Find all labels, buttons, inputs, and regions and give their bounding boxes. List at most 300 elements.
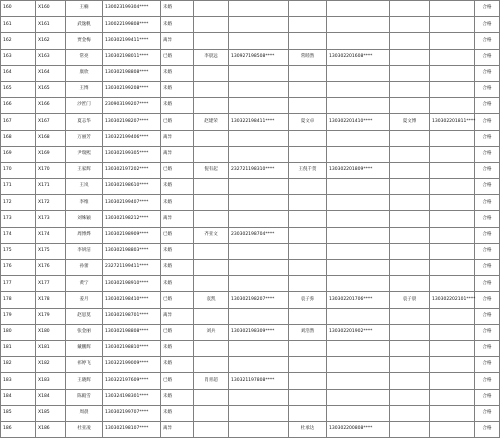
result-cell[interactable]: 合格 bbox=[475, 227, 500, 243]
result-cell[interactable]: 合格 bbox=[475, 243, 500, 259]
name-cell[interactable]: 姜月 bbox=[66, 292, 103, 308]
record-id-cell[interactable]: X175 bbox=[36, 243, 66, 259]
id-number-cell[interactable]: 130302198011**** bbox=[103, 49, 161, 65]
record-id-cell[interactable]: X186 bbox=[36, 421, 66, 437]
record-id-cell[interactable]: X179 bbox=[36, 308, 66, 324]
record-id-cell[interactable]: X180 bbox=[36, 324, 66, 340]
spouse-id-cell[interactable]: 130302198207**** bbox=[229, 292, 289, 308]
child2-name-cell[interactable]: 夏文博 bbox=[390, 114, 430, 130]
result-cell[interactable]: 合格 bbox=[475, 260, 500, 276]
child1-name-cell[interactable] bbox=[289, 389, 327, 405]
name-cell[interactable]: 夏志华 bbox=[66, 114, 103, 130]
child2-id-cell[interactable] bbox=[430, 179, 475, 195]
id-number-cell[interactable]: 130023199304**** bbox=[103, 1, 161, 17]
record-id-cell[interactable]: X161 bbox=[36, 17, 66, 33]
child2-id-cell[interactable] bbox=[430, 227, 475, 243]
id-number-cell[interactable]: 130302198701**** bbox=[103, 308, 161, 324]
record-id-cell[interactable]: X166 bbox=[36, 98, 66, 114]
spouse-id-cell[interactable] bbox=[229, 33, 289, 49]
spouse-name-cell[interactable] bbox=[194, 308, 229, 324]
child2-id-cell[interactable]: 130302201811**** bbox=[430, 114, 475, 130]
record-id-cell[interactable]: X182 bbox=[36, 357, 66, 373]
row-number-cell[interactable]: 163 bbox=[1, 49, 36, 65]
child1-id-cell[interactable] bbox=[327, 276, 390, 292]
spouse-name-cell[interactable]: 倪有起 bbox=[194, 162, 229, 178]
record-id-cell[interactable]: X173 bbox=[36, 211, 66, 227]
marital-status-cell[interactable]: 未婚 bbox=[161, 357, 194, 373]
name-cell[interactable]: 万丽芳 bbox=[66, 130, 103, 146]
spouse-id-cell[interactable] bbox=[229, 146, 289, 162]
row-number-cell[interactable]: 161 bbox=[1, 17, 36, 33]
spouse-id-cell[interactable] bbox=[229, 179, 289, 195]
name-cell[interactable]: 沙匠门 bbox=[66, 98, 103, 114]
name-cell[interactable]: 周博烨 bbox=[66, 227, 103, 243]
child1-id-cell[interactable]: 130302201809**** bbox=[327, 162, 390, 178]
marital-status-cell[interactable]: 离异 bbox=[161, 211, 194, 227]
spouse-name-cell[interactable] bbox=[194, 17, 229, 33]
row-number-cell[interactable]: 173 bbox=[1, 211, 36, 227]
child2-id-cell[interactable] bbox=[430, 162, 475, 178]
result-cell[interactable]: 合格 bbox=[475, 33, 500, 49]
row-number-cell[interactable]: 169 bbox=[1, 146, 36, 162]
id-number-cell[interactable]: 130302199305**** bbox=[103, 146, 161, 162]
child1-id-cell[interactable] bbox=[327, 340, 390, 356]
result-cell[interactable]: 合格 bbox=[475, 114, 500, 130]
id-number-cell[interactable]: 130302198810**** bbox=[103, 340, 161, 356]
child2-id-cell[interactable] bbox=[430, 195, 475, 211]
record-id-cell[interactable]: X184 bbox=[36, 389, 66, 405]
row-number-cell[interactable]: 166 bbox=[1, 98, 36, 114]
name-cell[interactable]: 王家辉 bbox=[66, 162, 103, 178]
child1-id-cell[interactable] bbox=[327, 17, 390, 33]
id-number-cell[interactable]: 130302198610**** bbox=[103, 179, 161, 195]
name-cell[interactable]: 陈殿雪 bbox=[66, 389, 103, 405]
child2-name-cell[interactable] bbox=[390, 49, 430, 65]
child2-name-cell[interactable] bbox=[390, 33, 430, 49]
child2-name-cell[interactable] bbox=[390, 243, 430, 259]
result-cell[interactable]: 合格 bbox=[475, 130, 500, 146]
child1-id-cell[interactable] bbox=[327, 389, 390, 405]
id-number-cell[interactable]: 130302199707**** bbox=[103, 405, 161, 421]
child2-id-cell[interactable] bbox=[430, 357, 475, 373]
spouse-id-cell[interactable]: 130322198411**** bbox=[229, 114, 289, 130]
child2-name-cell[interactable] bbox=[390, 81, 430, 97]
id-number-cell[interactable]: 230903199207**** bbox=[103, 98, 161, 114]
child1-name-cell[interactable] bbox=[289, 1, 327, 17]
result-cell[interactable]: 合格 bbox=[475, 340, 500, 356]
record-id-cell[interactable]: X174 bbox=[36, 227, 66, 243]
child1-name-cell[interactable] bbox=[289, 260, 327, 276]
marital-status-cell[interactable]: 已婚 bbox=[161, 114, 194, 130]
record-id-cell[interactable]: X160 bbox=[36, 1, 66, 17]
child1-name-cell[interactable] bbox=[289, 81, 327, 97]
child1-id-cell[interactable] bbox=[327, 130, 390, 146]
id-number-cell[interactable]: 130302199411**** bbox=[103, 33, 161, 49]
spouse-name-cell[interactable]: 赵建荣 bbox=[194, 114, 229, 130]
id-number-cell[interactable]: 130302198808**** bbox=[103, 324, 161, 340]
spouse-name-cell[interactable] bbox=[194, 421, 229, 437]
marital-status-cell[interactable]: 离异 bbox=[161, 146, 194, 162]
record-id-cell[interactable]: X172 bbox=[36, 195, 66, 211]
spouse-name-cell[interactable] bbox=[194, 389, 229, 405]
child1-id-cell[interactable] bbox=[327, 179, 390, 195]
spouse-id-cell[interactable] bbox=[229, 340, 289, 356]
record-id-cell[interactable]: X167 bbox=[36, 114, 66, 130]
id-number-cell[interactable]: 130302198808**** bbox=[103, 65, 161, 81]
id-number-cell[interactable]: 130022199808**** bbox=[103, 17, 161, 33]
row-number-cell[interactable]: 182 bbox=[1, 357, 36, 373]
child2-name-cell[interactable] bbox=[390, 357, 430, 373]
child2-name-cell[interactable] bbox=[390, 260, 430, 276]
row-number-cell[interactable]: 172 bbox=[1, 195, 36, 211]
child1-name-cell[interactable] bbox=[289, 211, 327, 227]
marital-status-cell[interactable]: 已婚 bbox=[161, 292, 194, 308]
spouse-id-cell[interactable]: 232721198310**** bbox=[229, 162, 289, 178]
record-id-cell[interactable]: X164 bbox=[36, 65, 66, 81]
child1-name-cell[interactable]: 刘浩然 bbox=[289, 324, 327, 340]
marital-status-cell[interactable]: 未婚 bbox=[161, 195, 194, 211]
id-number-cell[interactable]: 232721199411**** bbox=[103, 260, 161, 276]
name-cell[interactable]: 王博 bbox=[66, 81, 103, 97]
marital-status-cell[interactable]: 未婚 bbox=[161, 179, 194, 195]
row-number-cell[interactable]: 167 bbox=[1, 114, 36, 130]
child1-id-cell[interactable]: 130302201608**** bbox=[327, 49, 390, 65]
child1-name-cell[interactable] bbox=[289, 179, 327, 195]
spouse-id-cell[interactable] bbox=[229, 65, 289, 81]
name-cell[interactable]: 王楠 bbox=[66, 1, 103, 17]
child1-id-cell[interactable] bbox=[327, 146, 390, 162]
result-cell[interactable]: 合格 bbox=[475, 211, 500, 227]
row-number-cell[interactable]: 174 bbox=[1, 227, 36, 243]
marital-status-cell[interactable]: 未婚 bbox=[161, 389, 194, 405]
child2-id-cell[interactable] bbox=[430, 389, 475, 405]
result-cell[interactable]: 合格 bbox=[475, 405, 500, 421]
child1-name-cell[interactable] bbox=[289, 195, 327, 211]
child1-name-cell[interactable]: 杜承达 bbox=[289, 421, 327, 437]
name-cell[interactable]: 张金丽 bbox=[66, 324, 103, 340]
name-cell[interactable]: 刘姝颖 bbox=[66, 211, 103, 227]
spouse-name-cell[interactable] bbox=[194, 195, 229, 211]
spouse-id-cell[interactable]: 130302198309**** bbox=[229, 324, 289, 340]
row-number-cell[interactable]: 160 bbox=[1, 1, 36, 17]
row-number-cell[interactable]: 177 bbox=[1, 276, 36, 292]
name-cell[interactable]: 戴鹏辉 bbox=[66, 340, 103, 356]
record-id-cell[interactable]: X171 bbox=[36, 179, 66, 195]
spouse-id-cell[interactable] bbox=[229, 389, 289, 405]
spouse-id-cell[interactable] bbox=[229, 98, 289, 114]
spouse-name-cell[interactable]: 齐亚文 bbox=[194, 227, 229, 243]
row-number-cell[interactable]: 164 bbox=[1, 65, 36, 81]
id-number-cell[interactable]: 130302198909**** bbox=[103, 227, 161, 243]
child1-name-cell[interactable] bbox=[289, 98, 327, 114]
row-number-cell[interactable]: 178 bbox=[1, 292, 36, 308]
marital-status-cell[interactable]: 未婚 bbox=[161, 81, 194, 97]
child1-id-cell[interactable] bbox=[327, 243, 390, 259]
spouse-id-cell[interactable] bbox=[229, 243, 289, 259]
record-id-cell[interactable]: X178 bbox=[36, 292, 66, 308]
name-cell[interactable]: 杜亚凌 bbox=[66, 421, 103, 437]
spouse-name-cell[interactable] bbox=[194, 405, 229, 421]
child2-name-cell[interactable] bbox=[390, 146, 430, 162]
child1-name-cell[interactable] bbox=[289, 227, 327, 243]
child1-id-cell[interactable]: 130302201706**** bbox=[327, 292, 390, 308]
marital-status-cell[interactable]: 未婚 bbox=[161, 276, 194, 292]
spouse-id-cell[interactable] bbox=[229, 421, 289, 437]
child1-name-cell[interactable] bbox=[289, 340, 327, 356]
row-number-cell[interactable]: 170 bbox=[1, 162, 36, 178]
spouse-name-cell[interactable] bbox=[194, 98, 229, 114]
spouse-name-cell[interactable]: 李晨远 bbox=[194, 49, 229, 65]
spouse-name-cell[interactable] bbox=[194, 357, 229, 373]
spouse-name-cell[interactable] bbox=[194, 81, 229, 97]
child2-name-cell[interactable] bbox=[390, 162, 430, 178]
marital-status-cell[interactable]: 未婚 bbox=[161, 98, 194, 114]
row-number-cell[interactable]: 162 bbox=[1, 33, 36, 49]
child1-name-cell[interactable] bbox=[289, 130, 327, 146]
child2-id-cell[interactable] bbox=[430, 340, 475, 356]
child2-id-cell[interactable] bbox=[430, 243, 475, 259]
child2-id-cell[interactable] bbox=[430, 146, 475, 162]
child1-id-cell[interactable]: 130302201410**** bbox=[327, 114, 390, 130]
child1-name-cell[interactable] bbox=[289, 33, 327, 49]
child2-name-cell[interactable] bbox=[390, 65, 430, 81]
child1-id-cell[interactable] bbox=[327, 65, 390, 81]
result-cell[interactable]: 合格 bbox=[475, 162, 500, 178]
child1-name-cell[interactable] bbox=[289, 373, 327, 389]
spouse-name-cell[interactable] bbox=[194, 65, 229, 81]
child2-id-cell[interactable] bbox=[430, 324, 475, 340]
row-number-cell[interactable]: 181 bbox=[1, 340, 36, 356]
child2-name-cell[interactable]: 袁子晨 bbox=[390, 292, 430, 308]
spouse-id-cell[interactable] bbox=[229, 211, 289, 227]
child1-name-cell[interactable]: 夏文卓 bbox=[289, 114, 327, 130]
spouse-name-cell[interactable]: 肖青超 bbox=[194, 373, 229, 389]
spouse-name-cell[interactable] bbox=[194, 243, 229, 259]
name-cell[interactable]: 周晨 bbox=[66, 405, 103, 421]
id-number-cell[interactable]: 130302198107**** bbox=[103, 421, 161, 437]
child1-id-cell[interactable] bbox=[327, 357, 390, 373]
row-number-cell[interactable]: 183 bbox=[1, 373, 36, 389]
record-id-cell[interactable]: X170 bbox=[36, 162, 66, 178]
child1-id-cell[interactable]: 130302200808**** bbox=[327, 421, 390, 437]
result-cell[interactable]: 合格 bbox=[475, 98, 500, 114]
spouse-id-cell[interactable] bbox=[229, 1, 289, 17]
child1-id-cell[interactable] bbox=[327, 81, 390, 97]
result-cell[interactable]: 合格 bbox=[475, 292, 500, 308]
id-number-cell[interactable]: 130322197609**** bbox=[103, 373, 161, 389]
child2-name-cell[interactable] bbox=[390, 227, 430, 243]
spouse-name-cell[interactable] bbox=[194, 179, 229, 195]
marital-status-cell[interactable]: 离异 bbox=[161, 421, 194, 437]
child2-id-cell[interactable] bbox=[430, 49, 475, 65]
marital-status-cell[interactable]: 离异 bbox=[161, 308, 194, 324]
name-cell[interactable]: 祁婷飞 bbox=[66, 357, 103, 373]
spouse-name-cell[interactable] bbox=[194, 130, 229, 146]
spouse-name-cell[interactable] bbox=[194, 146, 229, 162]
child2-id-cell[interactable] bbox=[430, 260, 475, 276]
spouse-id-cell[interactable] bbox=[229, 195, 289, 211]
child1-id-cell[interactable] bbox=[327, 373, 390, 389]
result-cell[interactable]: 合格 bbox=[475, 1, 500, 17]
name-cell[interactable]: 赵思莫 bbox=[66, 308, 103, 324]
child1-name-cell[interactable] bbox=[289, 17, 327, 33]
spouse-name-cell[interactable] bbox=[194, 211, 229, 227]
id-number-cell[interactable]: 130302197202**** bbox=[103, 162, 161, 178]
name-cell[interactable]: 王晓辉 bbox=[66, 373, 103, 389]
row-number-cell[interactable]: 185 bbox=[1, 405, 36, 421]
name-cell[interactable]: 黄宁 bbox=[66, 276, 103, 292]
spouse-id-cell[interactable] bbox=[229, 276, 289, 292]
child2-name-cell[interactable] bbox=[390, 389, 430, 405]
child1-name-cell[interactable]: 常睦然 bbox=[289, 49, 327, 65]
record-id-cell[interactable]: X165 bbox=[36, 81, 66, 97]
name-cell[interactable]: 尹瑞熙 bbox=[66, 146, 103, 162]
marital-status-cell[interactable]: 未婚 bbox=[161, 405, 194, 421]
name-cell[interactable]: 王岚 bbox=[66, 179, 103, 195]
row-number-cell[interactable]: 179 bbox=[1, 308, 36, 324]
row-number-cell[interactable]: 180 bbox=[1, 324, 36, 340]
record-id-cell[interactable]: X181 bbox=[36, 340, 66, 356]
marital-status-cell[interactable]: 离异 bbox=[161, 33, 194, 49]
result-cell[interactable]: 合格 bbox=[475, 389, 500, 405]
child2-id-cell[interactable] bbox=[430, 373, 475, 389]
record-id-cell[interactable]: X177 bbox=[36, 276, 66, 292]
marital-status-cell[interactable]: 已婚 bbox=[161, 227, 194, 243]
result-cell[interactable]: 合格 bbox=[475, 146, 500, 162]
spouse-name-cell[interactable] bbox=[194, 33, 229, 49]
child1-id-cell[interactable] bbox=[327, 211, 390, 227]
child1-id-cell[interactable] bbox=[327, 405, 390, 421]
child2-name-cell[interactable] bbox=[390, 340, 430, 356]
row-number-cell[interactable]: 175 bbox=[1, 243, 36, 259]
marital-status-cell[interactable]: 离异 bbox=[161, 130, 194, 146]
row-number-cell[interactable]: 184 bbox=[1, 389, 36, 405]
child2-name-cell[interactable] bbox=[390, 195, 430, 211]
spouse-name-cell[interactable] bbox=[194, 260, 229, 276]
child2-id-cell[interactable] bbox=[430, 98, 475, 114]
child2-id-cell[interactable] bbox=[430, 405, 475, 421]
child1-id-cell[interactable] bbox=[327, 308, 390, 324]
id-number-cell[interactable]: 130302198212**** bbox=[103, 211, 161, 227]
child2-name-cell[interactable] bbox=[390, 98, 430, 114]
id-number-cell[interactable]: 130302198910**** bbox=[103, 276, 161, 292]
record-id-cell[interactable]: X163 bbox=[36, 49, 66, 65]
result-cell[interactable]: 合格 bbox=[475, 179, 500, 195]
result-cell[interactable]: 合格 bbox=[475, 308, 500, 324]
result-cell[interactable]: 合格 bbox=[475, 276, 500, 292]
child1-id-cell[interactable] bbox=[327, 260, 390, 276]
spouse-id-cell[interactable]: 230302198704**** bbox=[229, 227, 289, 243]
child2-id-cell[interactable] bbox=[430, 276, 475, 292]
spouse-id-cell[interactable] bbox=[229, 357, 289, 373]
spouse-name-cell[interactable] bbox=[194, 276, 229, 292]
spouse-name-cell[interactable]: 刘兵 bbox=[194, 324, 229, 340]
record-id-cell[interactable]: X162 bbox=[36, 33, 66, 49]
child2-name-cell[interactable] bbox=[390, 373, 430, 389]
marital-status-cell[interactable]: 已婚 bbox=[161, 49, 194, 65]
id-number-cell[interactable]: 130302199208**** bbox=[103, 81, 161, 97]
row-number-cell[interactable]: 176 bbox=[1, 260, 36, 276]
marital-status-cell[interactable]: 已婚 bbox=[161, 373, 194, 389]
child2-name-cell[interactable] bbox=[390, 324, 430, 340]
child2-id-cell[interactable] bbox=[430, 130, 475, 146]
id-number-cell[interactable]: 130302198410**** bbox=[103, 292, 161, 308]
child1-id-cell[interactable]: 130302201902**** bbox=[327, 324, 390, 340]
child2-id-cell[interactable] bbox=[430, 33, 475, 49]
spouse-id-cell[interactable] bbox=[229, 130, 289, 146]
child1-name-cell[interactable]: 王倪千贺 bbox=[289, 162, 327, 178]
child1-id-cell[interactable] bbox=[327, 33, 390, 49]
id-number-cell[interactable]: 130302198803**** bbox=[103, 243, 161, 259]
marital-status-cell[interactable]: 未婚 bbox=[161, 260, 194, 276]
name-cell[interactable]: 贾金梅 bbox=[66, 33, 103, 49]
child2-name-cell[interactable] bbox=[390, 211, 430, 227]
spouse-id-cell[interactable]: 130321197808**** bbox=[229, 373, 289, 389]
child1-name-cell[interactable] bbox=[289, 357, 327, 373]
result-cell[interactable]: 合格 bbox=[475, 421, 500, 437]
child2-id-cell[interactable] bbox=[430, 308, 475, 324]
result-cell[interactable]: 合格 bbox=[475, 357, 500, 373]
result-cell[interactable]: 合格 bbox=[475, 373, 500, 389]
marital-status-cell[interactable]: 已婚 bbox=[161, 162, 194, 178]
spouse-id-cell[interactable] bbox=[229, 17, 289, 33]
result-cell[interactable]: 合格 bbox=[475, 49, 500, 65]
name-cell[interactable]: 武逸帆 bbox=[66, 17, 103, 33]
row-number-cell[interactable]: 165 bbox=[1, 81, 36, 97]
record-id-cell[interactable]: X183 bbox=[36, 373, 66, 389]
row-number-cell[interactable]: 186 bbox=[1, 421, 36, 437]
child2-id-cell[interactable] bbox=[430, 421, 475, 437]
marital-status-cell[interactable]: 未婚 bbox=[161, 17, 194, 33]
record-id-cell[interactable]: X185 bbox=[36, 405, 66, 421]
spouse-id-cell[interactable] bbox=[229, 405, 289, 421]
child1-id-cell[interactable] bbox=[327, 227, 390, 243]
child1-id-cell[interactable] bbox=[327, 98, 390, 114]
spouse-id-cell[interactable]: 130927198508**** bbox=[229, 49, 289, 65]
name-cell[interactable]: 李妍洁 bbox=[66, 243, 103, 259]
record-id-cell[interactable]: X168 bbox=[36, 130, 66, 146]
child1-name-cell[interactable] bbox=[289, 243, 327, 259]
result-cell[interactable]: 合格 bbox=[475, 17, 500, 33]
child1-name-cell[interactable] bbox=[289, 308, 327, 324]
name-cell[interactable]: 常亮 bbox=[66, 49, 103, 65]
spouse-id-cell[interactable] bbox=[229, 81, 289, 97]
record-id-cell[interactable]: X169 bbox=[36, 146, 66, 162]
spouse-name-cell[interactable] bbox=[194, 340, 229, 356]
marital-status-cell[interactable]: 未婚 bbox=[161, 1, 194, 17]
marital-status-cell[interactable]: 未婚 bbox=[161, 243, 194, 259]
child1-name-cell[interactable]: 袁子弥 bbox=[289, 292, 327, 308]
child2-name-cell[interactable] bbox=[390, 405, 430, 421]
child1-name-cell[interactable] bbox=[289, 146, 327, 162]
child2-name-cell[interactable] bbox=[390, 1, 430, 17]
child2-name-cell[interactable] bbox=[390, 179, 430, 195]
child2-id-cell[interactable]: 130302202101**** bbox=[430, 292, 475, 308]
id-number-cell[interactable]: 130324198301**** bbox=[103, 389, 161, 405]
id-number-cell[interactable]: 130322199406**** bbox=[103, 130, 161, 146]
child2-name-cell[interactable] bbox=[390, 17, 430, 33]
child1-id-cell[interactable] bbox=[327, 195, 390, 211]
record-id-cell[interactable]: X176 bbox=[36, 260, 66, 276]
name-cell[interactable]: 孙蕾 bbox=[66, 260, 103, 276]
child1-id-cell[interactable] bbox=[327, 1, 390, 17]
child1-name-cell[interactable] bbox=[289, 276, 327, 292]
child1-name-cell[interactable] bbox=[289, 405, 327, 421]
spouse-id-cell[interactable] bbox=[229, 260, 289, 276]
child2-name-cell[interactable] bbox=[390, 421, 430, 437]
result-cell[interactable]: 合格 bbox=[475, 81, 500, 97]
result-cell[interactable]: 合格 bbox=[475, 65, 500, 81]
